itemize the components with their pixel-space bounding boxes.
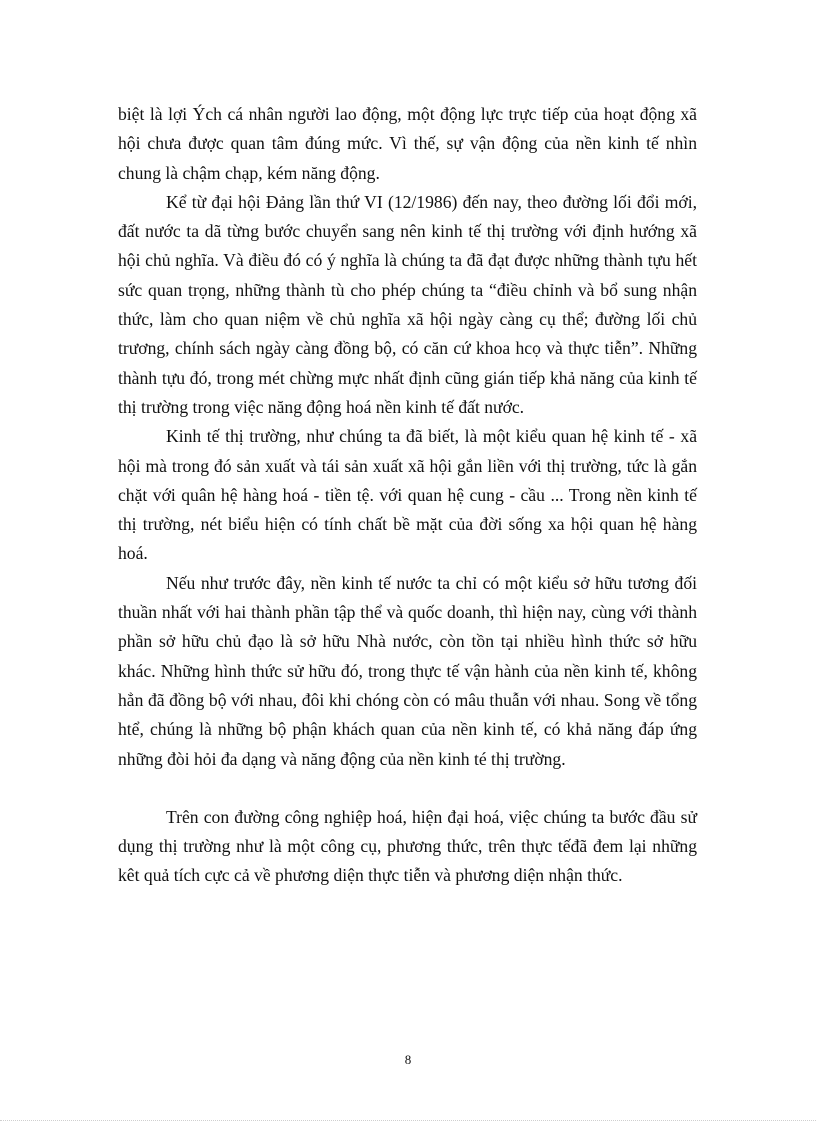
page-bottom-divider [0,1120,816,1121]
page-number: 8 [404,1052,412,1067]
paragraph-market-economy: Kinh tế thị trường, như chúng ta đã biết, là một kiểu quan hệ kinh tế - xã hội mà trong đó sản xuất và tái sản xuất xã hội gắn liền với thị trường, tức là gắn chặt với quân hệ hàng hoá - tiền tệ. với quan hệ cung - cầu ... Trong nền kinh tế thị trường, nét biểu hiện có tính chất bề mặt của đời sống xa hội quan hệ hàng hoá. [118,426,697,564]
paragraph-industrialization: Trên con đường công nghiệp hoá, hiện đại hoá, việc chúng ta bước đầu sử dụng thị trường như là một công cụ, phương thức, trên thực tếđã đem lại những kêt quả tích cực cả về phương diện thực tiễn và phương diện nhận thức. [118,806,697,886]
document-body [118,100,697,891]
paragraph-ownership: Nếu như trước đây, nền kinh tế nước ta chỉ có một kiểu sở hữu tương đối thuần nhất với hai thành phần tập thể và quốc doanh, thì hiện nay, cùng với thành phần sở hữu chủ đạo là sở hữu Nhà nước, còn tồn tại nhiều hình thức sở hữu khác. Những hình thức sử hữu đó, trong thực tế vận hành của nền kinh tế, không hẳn đã đồng bộ với nhau, đôi khi chóng còn có mâu thuẫn với nhau. Song về tổng htể, chúng là những bộ phận khách quan của nền kinh tế, có khả năng đáp ứng những đòi hỏi đa dạng và năng động của nền kinh té thị trường. [118,572,697,769]
paragraph-doi-moi: Kể từ đại hội Đảng lần thứ VI (12/1986) đến nay, theo đường lối đổi mới, đất nước ta dã từng bước chuyển sang nên kinh tế thị trường với định hướng xã hội chủ nghĩa. Và điều đó có ý nghĩa là chúng ta đã đạt được những thành tựu hết sức quan trọng, những thành tù cho phép chúng ta “điều chỉnh và bổ sung nhận thức, làm cho quan niệm về chủ nghĩa xã hội ngày càng cụ thể; đường lối chủ trương, chính sách ngày càng đồng bộ, có căn cứ khoa hcọ và thực tiễn”. Những thành tựu đó, trong mét chừng mực nhất định cũng gián tiếp khả năng của kinh tế thị trường trong việc năng động hoá nền kinh tế đất nước. [118,191,697,417]
paragraph-spacer [118,774,697,803]
paragraph-continuation: biệt là lợi Ých cá nhân người lao động, một động lực trực tiếp của hoạt động xã hội chưa được quan tâm đúng mức. Vì thế, sự vận động của nền kinh tế nhìn chung là chậm chạp, kém năng động. [118,104,697,183]
